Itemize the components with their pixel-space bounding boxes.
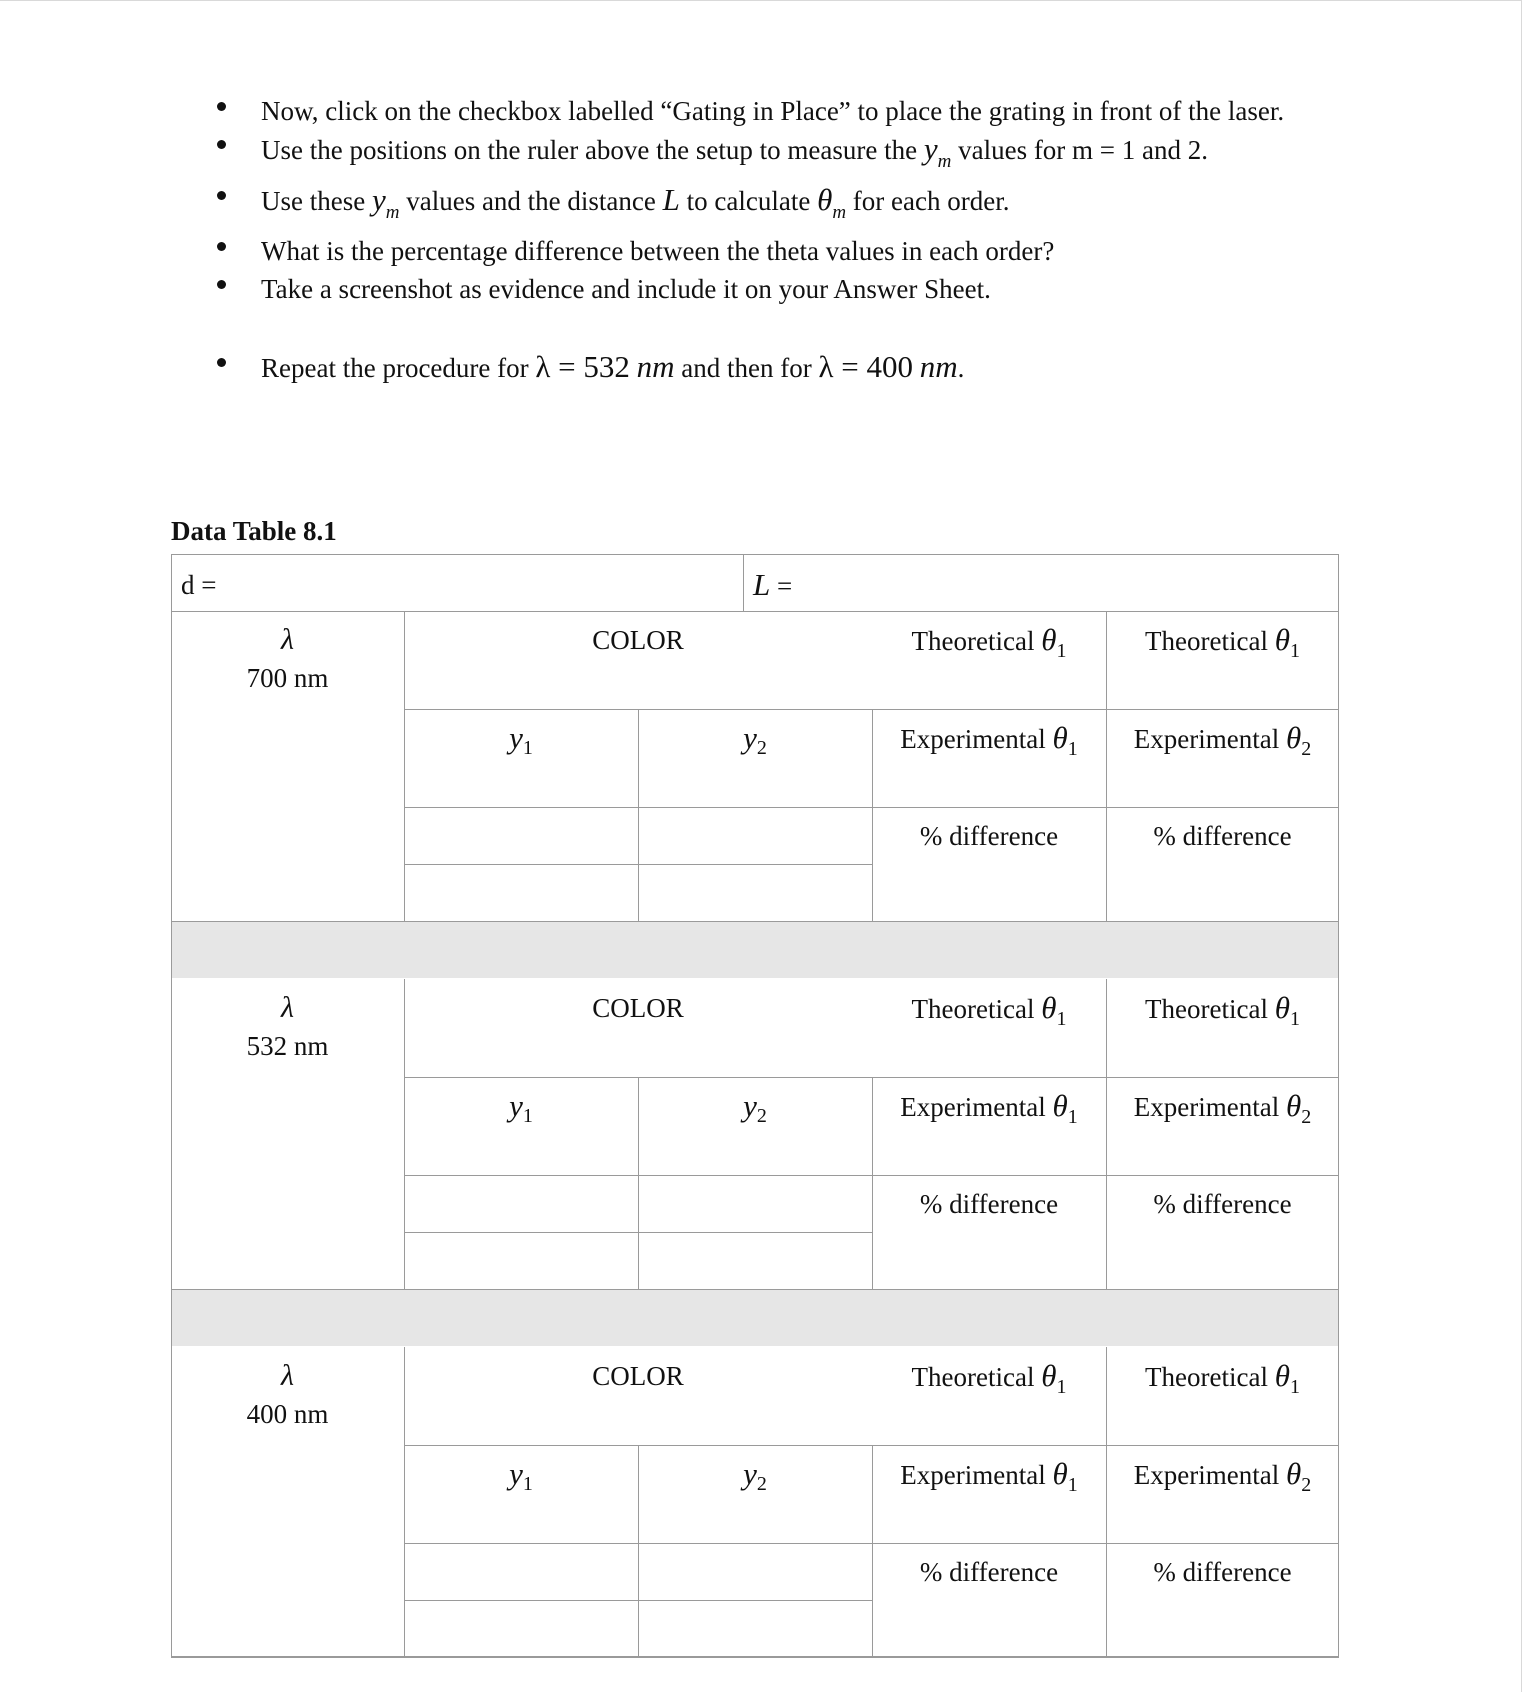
header-bottom-line (171, 611, 1339, 612)
theoretical-theta-1-label: Theoretical $\theta_1$ (911, 622, 1067, 662)
table-title: Data Table 8.1 (171, 516, 337, 546)
section-bottom-line (171, 921, 1339, 922)
section-bottom-line (171, 1289, 1339, 1290)
color-label: COLOR (592, 1361, 684, 1391)
percent-difference-1-label: % difference (919, 1557, 1059, 1587)
percent-difference-1-label: % difference (919, 821, 1059, 851)
color-cell (404, 623, 872, 657)
L-label (753, 568, 792, 603)
experimental-theta-1-label: Experimental $\theta_1$ (900, 1456, 1078, 1496)
experimental-theta-2-label: Experimental $\theta_2$ (1133, 720, 1312, 760)
instruction-item-screenshot: Take a screenshot as evidence and include it on your Answer Sheet. (210, 270, 1360, 308)
theoretical-theta-1b-label: Theoretical $\theta_1$ (1145, 622, 1300, 662)
color-label: COLOR (592, 993, 684, 1023)
separator-band (171, 1289, 1339, 1346)
wavelength-cell (171, 623, 404, 695)
page-top-edge (0, 0, 1522, 1)
y1-label: y1 (509, 1456, 533, 1495)
row-line (404, 1543, 1339, 1544)
separator-band (171, 921, 1339, 978)
L-symbol: L (753, 567, 771, 602)
row-line (404, 1600, 872, 1601)
y1-label: y1 (509, 1088, 533, 1127)
col-line (404, 1347, 405, 1657)
lambda-symbol: λ (281, 623, 294, 656)
experimental-theta-2-label: Experimental $\theta_2$ (1133, 1456, 1312, 1496)
table-border-top (171, 554, 1339, 555)
instruction-item-measure: Use the positions on the ruler above the setup to measure the $y_m$ values for m = 1 and 2. (210, 130, 1360, 181)
instruction-list (210, 92, 1360, 387)
L-equals: = (770, 571, 793, 601)
section-bottom-line (171, 1657, 1339, 1658)
d-label: d = (181, 570, 217, 600)
row-line (404, 1445, 1339, 1446)
row-line (404, 1077, 1339, 1078)
wavelength-value: 400 nm (246, 1399, 329, 1429)
color-cell (404, 991, 872, 1025)
y2-label: y2 (743, 720, 767, 759)
percent-difference-2-label: % difference (1153, 1557, 1292, 1587)
theoretical-theta-1-label: Theoretical $\theta_1$ (911, 990, 1067, 1030)
experimental-theta-2-label: Experimental $\theta_2$ (1133, 1088, 1312, 1128)
instruction-item-repeat: Repeat the procedure for λ = 532 nm and then for λ = 400 nm. (210, 348, 1360, 387)
color-cell (404, 1359, 872, 1393)
instruction-item-percent: What is the percentage difference between the theta values in each order? (210, 232, 1360, 270)
wavelength-value: 532 nm (246, 1031, 329, 1061)
row-line (404, 807, 1339, 808)
theoretical-theta-1b-label: Theoretical $\theta_1$ (1145, 990, 1300, 1030)
wavelength-value: 700 nm (246, 663, 329, 693)
row-line (404, 1175, 1339, 1176)
row-line (404, 1232, 872, 1233)
color-label: COLOR (592, 625, 684, 655)
instruction-item-calculate: Use these $y_m$ values and the distance L to calculate $\theta_m$ for each order. (210, 181, 1360, 232)
col-line (404, 611, 405, 921)
table-border-left (171, 554, 172, 1657)
y2-label: y2 (743, 1088, 767, 1127)
instruction-item-grating: Now, click on the checkbox labelled “Gating in Place” to place the grating in front of the laser. (210, 92, 1360, 130)
y1-label: y1 (509, 720, 533, 759)
lambda-symbol: λ (281, 991, 294, 1024)
experimental-theta-1-label: Experimental $\theta_1$ (900, 720, 1078, 760)
experimental-theta-1-label: Experimental $\theta_1$ (900, 1088, 1078, 1128)
row-line (404, 709, 1339, 710)
percent-difference-1-label: % difference (919, 1189, 1059, 1219)
theoretical-theta-1b-label: Theoretical $\theta_1$ (1145, 1358, 1300, 1398)
wavelength-cell (171, 1359, 404, 1431)
header-divider (743, 554, 744, 611)
theoretical-theta-1-label: Theoretical $\theta_1$ (911, 1358, 1067, 1398)
percent-difference-2-label: % difference (1153, 1189, 1292, 1219)
row-line (404, 864, 872, 865)
data-table (171, 554, 1339, 1657)
percent-difference-2-label: % difference (1153, 821, 1292, 851)
lambda-symbol: λ (281, 1359, 294, 1392)
col-line (404, 979, 405, 1289)
wavelength-cell (171, 991, 404, 1063)
y2-label: y2 (743, 1456, 767, 1495)
